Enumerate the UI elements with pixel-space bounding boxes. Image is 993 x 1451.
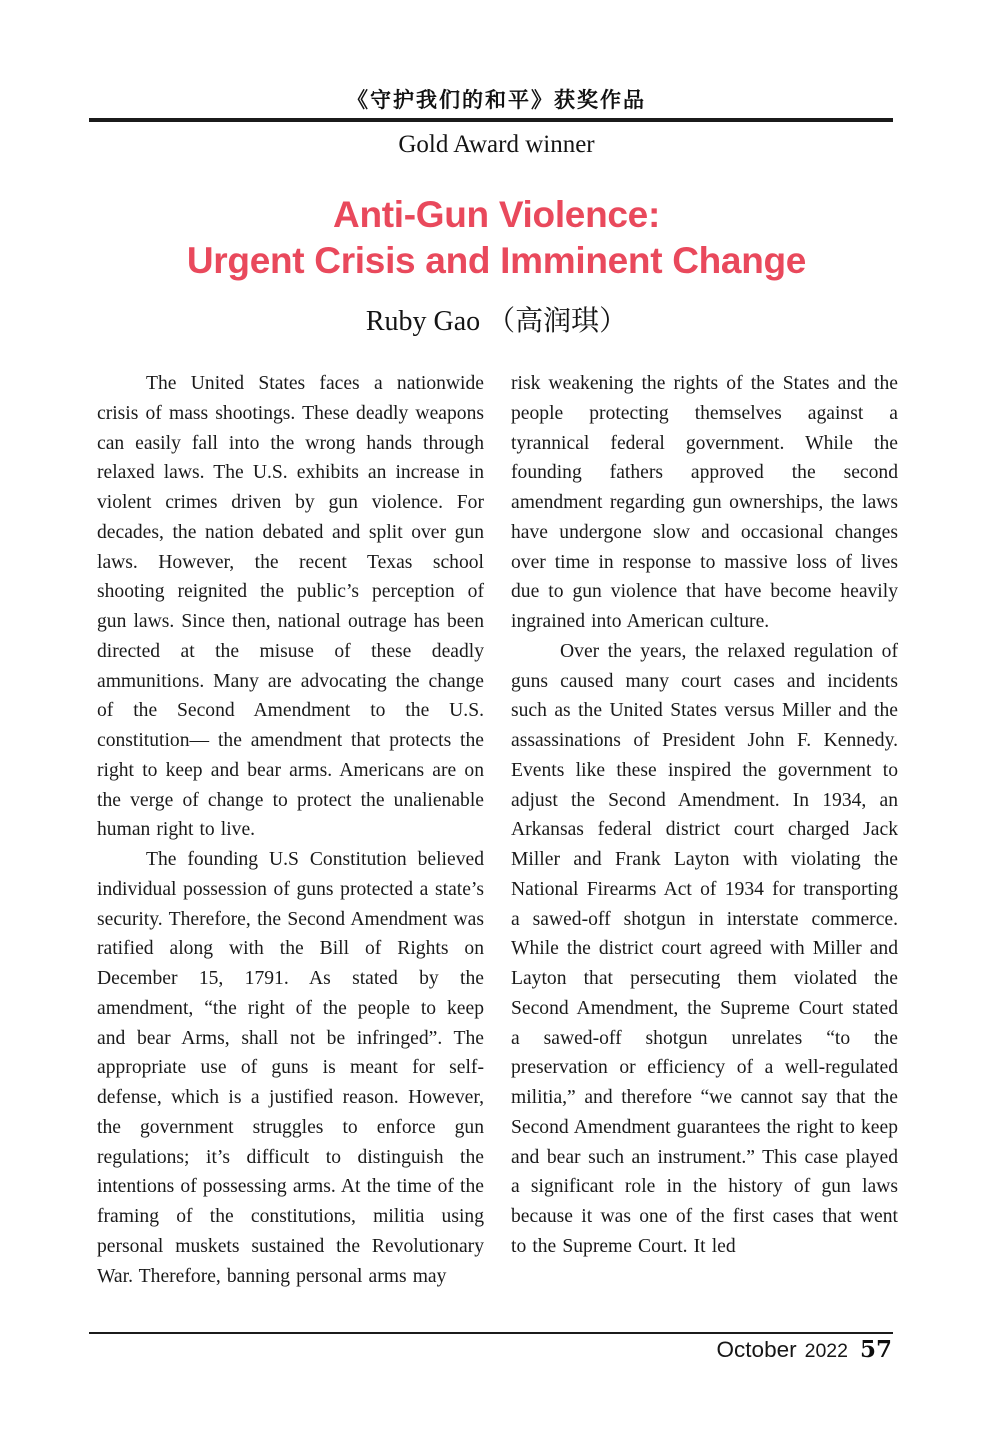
footer-rule (89, 1332, 893, 1334)
article-title-line2: Urgent Crisis and Imminent Change (186, 240, 807, 281)
footer-year: 2022 (804, 1340, 848, 1362)
article-title-line1: Anti-Gun Violence: (333, 194, 660, 235)
header-rule (89, 118, 893, 122)
paragraph-left-2: The founding U.S Constitution believed individual possession of guns protected a state’s security. Therefore, the Second Amendment was ratified along with the Bill of Rights on December 15, 1791. As stated by the amendment, “the right of the people to keep and bear Arms, shall not be infringed”. The appropriate use of guns is meant for self-defense, which is a justified reason. However, the government struggles to enforce gun regulations; it’s difficult to distinguish the intentions of possessing arms. At the time of the framing of the constitutions, militia using personal muskets sustained the Revolutionary War. Therefore, banning personal arms may (97, 849, 484, 1287)
award-label: Gold Award winner (398, 131, 595, 158)
header-chinese-title: 《守护我们的和平》获奖作品 (347, 88, 646, 112)
footer-text (89, 1336, 893, 1363)
footer-page-number: 57 (859, 1336, 892, 1363)
paragraph-left-1: The United States faces a nationwide crisis of mass shootings. These deadly weapons can easily fall into the wrong hands through relaxed laws. The U.S. exhibits an increase in violent crimes driven by gun violence. For decades, the nation debated and split over gun laws. However, the recent Texas school shooting reignited the public’s perception of gun laws. Since then, national outrage has been directed at the misuse of these deadly ammunitions. Many are advocating the change of the Second Amendment to the U.S. constitution— the amendment that protects the right to keep and bear arms. Americans are on the verge of change to protect the unalienable human right to live. (97, 373, 484, 841)
right-column (511, 369, 898, 1291)
footer-month: October (716, 1337, 797, 1362)
page-footer (89, 1332, 893, 1363)
article-title (0, 192, 993, 284)
left-column (97, 369, 484, 1291)
paragraph-right-2: Over the years, the relaxed regulation of guns caused many court cases and incidents such as the United States versus Miller and the assassinations of President John F. Kennedy. Events like these inspired the government to adjust the Second Amendment. In 1934, an Arkansas federal district court charged Jack Miller and Frank Layton with violating the National Firearms Act of 1934 for transporting a sawed-off shotgun in interstate commerce. While the district court agreed with Miller and Layton that persecuting them violated the Second Amendment, the Supreme Court stated a sawed-off shotgun unrelates “to the preservation or efficiency of a well-regulated militia,” and therefore “we cannot say that the Second Amendment guarantees the right to keep and bear such an instrument.” This case played a significant role in the history of gun laws because it was one of the first cases that went to the Supreme Court. It led (511, 640, 898, 1257)
author-byline: Ruby Gao （高润琪） (365, 306, 628, 337)
paragraph-right-1: risk weakening the rights of the States and the people protecting themselves against a tyrannical federal government. While the founding fathers approved the second amendment regarding gun ownerships, the laws have undergone slow and occasional changes over time in response to massive loss of lives due to gun violence that have become heavily ingrained into American culture. (511, 373, 898, 632)
article-body (97, 369, 897, 1291)
